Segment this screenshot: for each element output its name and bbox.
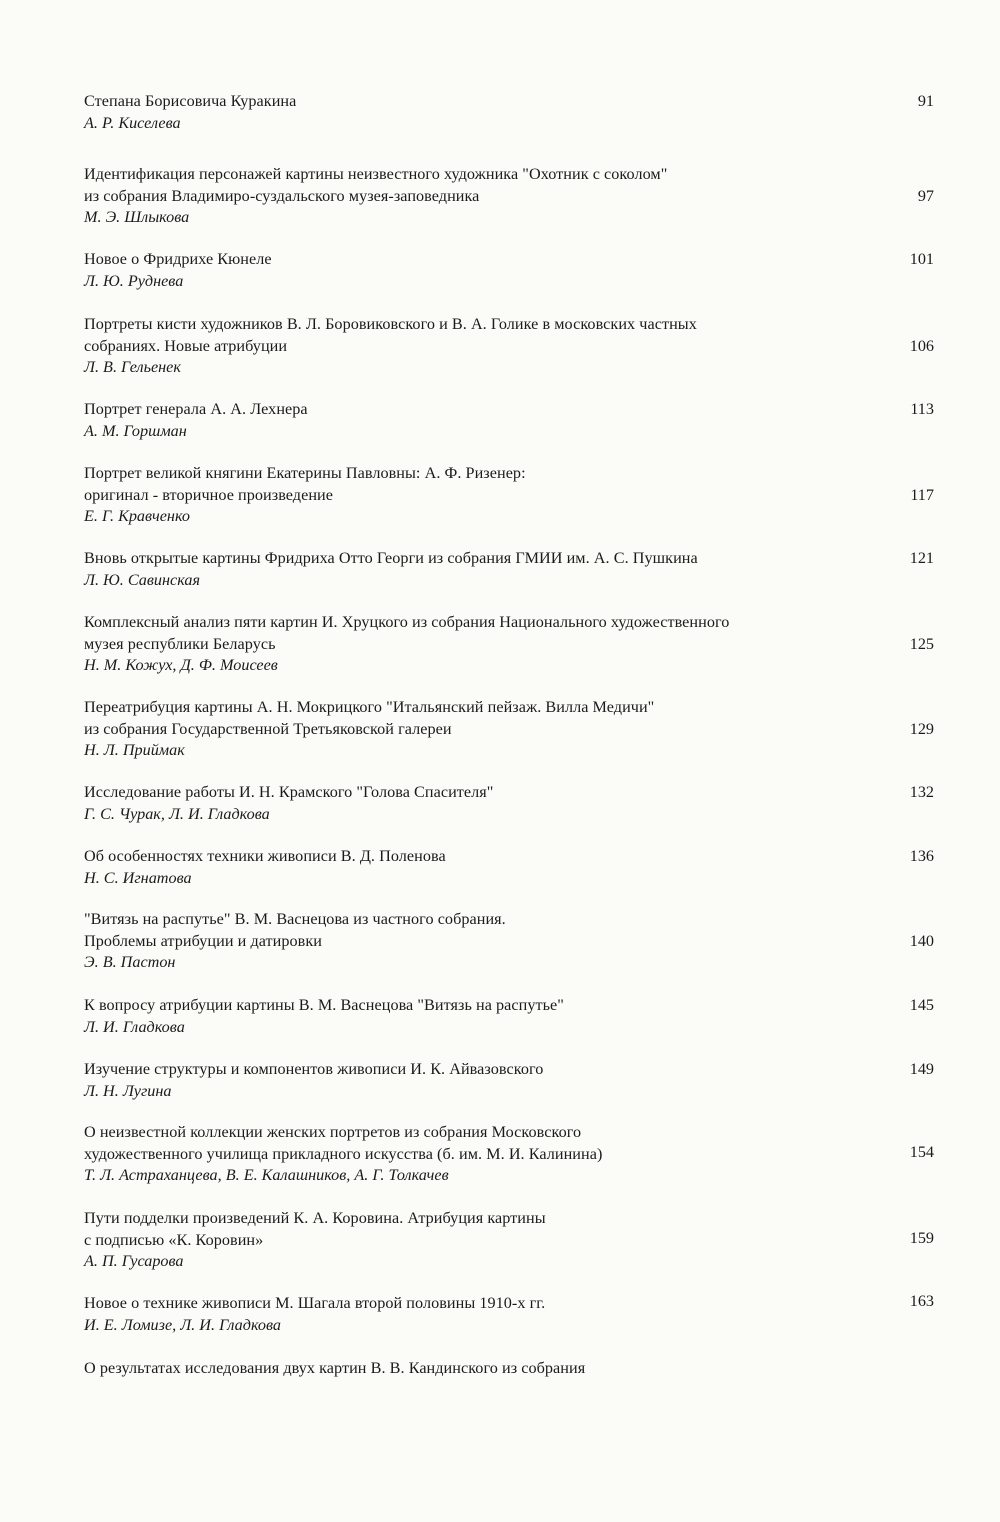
toc-entry — [84, 249, 934, 292]
toc-entry — [84, 909, 934, 974]
entry-page-number: 117 — [910, 486, 934, 504]
entry-authors: А. Р. Киселева — [84, 113, 181, 132]
entry-title-line: К вопросу атрибуции картины В. М. Васнецова "Витязь на распутье" — [84, 996, 564, 1014]
toc-entry — [84, 399, 934, 442]
entry-authors: Н. С. Игнатова — [84, 868, 192, 887]
entry-page-number: 106 — [909, 337, 934, 355]
entry-title-line: Переатрибуция картины А. Н. Мокрицкого "Итальянский пейзаж. Вилла Медичи" — [84, 698, 655, 716]
entry-authors: Л. Н. Лугина — [84, 1081, 172, 1100]
entry-page-number: 145 — [909, 996, 934, 1014]
entry-title-line: Об особенностях техники живописи В. Д. Поленова — [84, 847, 446, 865]
toc-entry — [84, 1293, 934, 1336]
entry-title-line: Исследование работы И. Н. Крамского "Голова Спасителя" — [84, 783, 494, 801]
toc-entry — [84, 91, 934, 134]
entry-title-line: Пути подделки произведений К. А. Коровина. Атрибуция картины — [84, 1209, 546, 1227]
entry-authors: Э. В. Пастон — [84, 953, 176, 971]
entry-authors: Н. М. Кожух, Д. Ф. Моисеев — [84, 656, 278, 674]
entry-page-number: 101 — [909, 250, 934, 268]
entry-title-line: художественного училища прикладного искусства (б. им. М. И. Калинина) — [84, 1144, 603, 1163]
entry-authors: Г. С. Чурак, Л. И. Гладкова — [84, 804, 270, 823]
entry-title-line: из собрания Владимиро-суздальского музея-заповедника — [84, 186, 480, 205]
entry-title-line: музея республики Беларусь — [84, 634, 276, 653]
entry-authors: Л. В. Гельенек — [84, 358, 181, 376]
entry-authors: Л. Ю. Руднева — [84, 271, 184, 290]
entry-page-number: 91 — [917, 92, 934, 110]
entry-page-number: 159 — [909, 1229, 934, 1247]
entry-title-line: Портреты кисти художников В. Л. Боровиковского и В. А. Голике в московских частных — [84, 315, 697, 333]
entry-title-line: Изучение структуры и компонентов живописи И. К. Айвазовского — [84, 1060, 544, 1078]
entry-page-number: 140 — [909, 932, 934, 950]
entry-page-number: 125 — [909, 635, 934, 653]
entry-authors: Т. Л. Астраханцева, В. Е. Калашников, А. Г. Толкачев — [84, 1166, 449, 1184]
entry-page-number: 149 — [909, 1060, 934, 1078]
entry-title-line: О неизвестной коллекции женских портретов из собрания Московского — [84, 1123, 582, 1141]
toc-entry — [84, 1358, 934, 1380]
entry-page-number: 97 — [917, 187, 934, 205]
toc-entry — [84, 995, 934, 1038]
toc-entry — [84, 612, 934, 677]
entry-authors: Н. Л. Приймак — [84, 741, 185, 759]
toc-entry — [84, 1122, 934, 1187]
entry-title-line: Вновь открытые картины Фридриха Отто Георги из собрания ГМИИ им. А. С. Пушкина — [84, 549, 698, 567]
entry-authors: А. М. Горшман — [84, 421, 187, 440]
entry-page-number: 163 — [909, 1292, 934, 1310]
entry-title-line: "Витязь на распутье" В. М. Васнецова из частного собрания. — [84, 910, 506, 928]
entry-title-line: Портрет генерала А. А. Лехнера — [84, 400, 308, 418]
entry-title-line: Портрет великой княгини Екатерины Павловны: А. Ф. Ризенер: — [84, 464, 526, 482]
entry-authors: А. П. Гусарова — [84, 1252, 184, 1270]
entry-authors: М. Э. Шлыкова — [84, 208, 190, 226]
entry-authors: Е. Г. Кравченко — [84, 507, 191, 525]
entry-authors: Л. И. Гладкова — [84, 1017, 185, 1036]
toc-entry — [84, 697, 934, 762]
toc-entry — [84, 1208, 934, 1273]
toc-entry — [84, 1059, 934, 1102]
entry-page-number: 136 — [909, 847, 934, 865]
entry-page-number: 129 — [909, 720, 934, 738]
entry-title-line: собраниях. Новые атрибуции — [84, 336, 288, 355]
toc-entry — [84, 548, 934, 591]
entry-title-line: с подписью «К. Коровин» — [84, 1230, 264, 1249]
entry-authors: Л. Ю. Савинская — [84, 570, 200, 589]
entry-title-line: Новое о Фридрихе Кюнеле — [84, 250, 272, 268]
entry-title-line: оригинал - вторичное произведение — [84, 485, 333, 504]
entry-title-line: О результатах исследования двух картин В. В. Кандинского из собрания — [84, 1359, 586, 1377]
entry-title-line: из собрания Государственной Третьяковской галереи — [84, 719, 452, 738]
entry-page-number: 113 — [910, 400, 934, 418]
toc-entry — [84, 846, 934, 889]
entry-page-number: 121 — [909, 549, 934, 567]
entry-title-line: Степана Борисовича Куракина — [84, 92, 297, 110]
toc-entry — [84, 314, 934, 379]
toc-entry — [84, 164, 934, 229]
entry-title-line: Комплексный анализ пяти картин И. Хруцкого из собрания Национального художественного — [84, 613, 730, 631]
entry-title-line: Идентификация персонажей картины неизвестного художника "Охотник с соколом" — [84, 165, 668, 183]
toc-entry — [84, 463, 934, 528]
entry-authors: И. Е. Ломизе, Л. И. Гладкова — [84, 1315, 282, 1334]
entry-page-number: 132 — [909, 783, 934, 801]
toc-entry — [84, 782, 934, 825]
entry-title-line: Проблемы атрибуции и датировки — [84, 931, 322, 950]
entry-title-line: Новое о технике живописи М. Шагала второй половины 1910-х гг. — [84, 1294, 546, 1312]
entry-page-number: 154 — [909, 1143, 934, 1161]
